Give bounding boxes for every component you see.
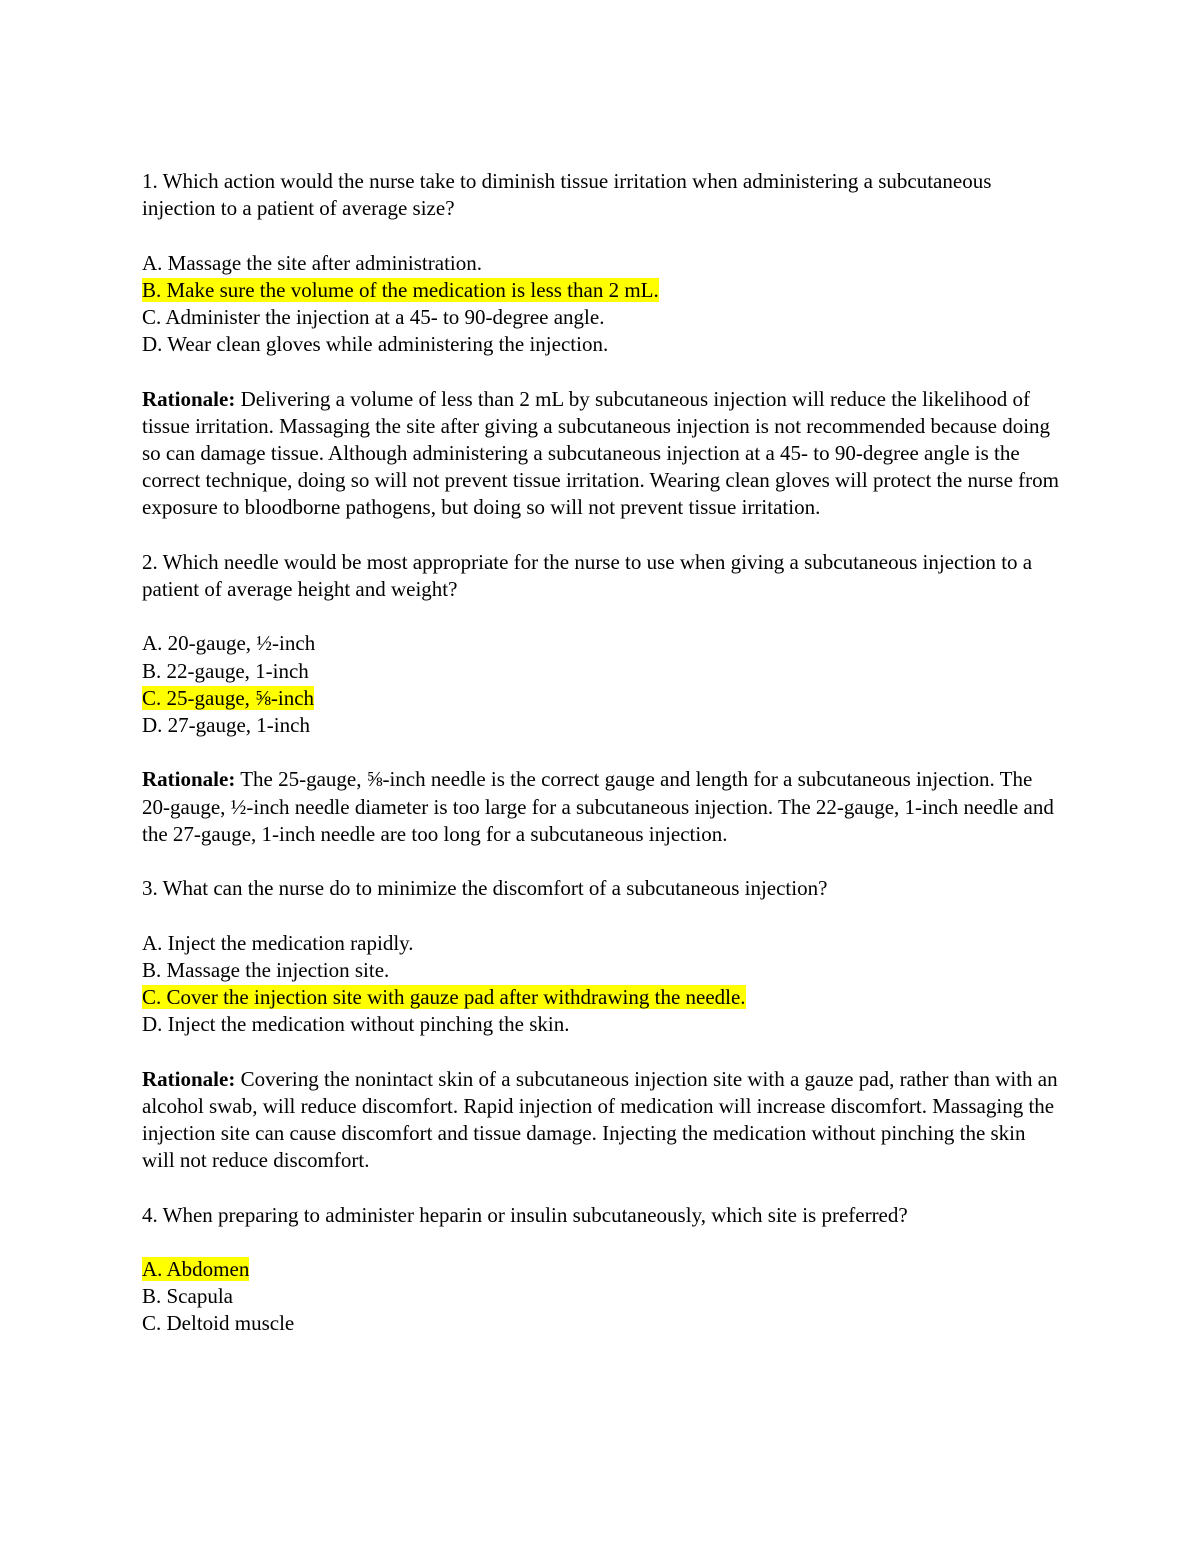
option-text: D. Inject the medication without pinching the skin. <box>142 1012 570 1037</box>
question-2-option-b <box>142 658 1062 685</box>
rationale-text: The 25-gauge, ⅝-inch needle is the correct gauge and length for a subcutaneous injection. The 20-gauge, ½-inch needle diameter is too large for a subcutaneous injection. The 22-gauge, 1-inch needle and the 27-gauge, 1-inch needle are too long for a subcutaneous injection. <box>142 767 1054 846</box>
question-2-options <box>142 630 1062 739</box>
question-4-option-b <box>142 1283 1062 1310</box>
question-1-text: 1. Which action would the nurse take to diminish tissue irritation when administering a subcutaneous injection to a patient of average size? <box>142 169 992 221</box>
question-1-option-b <box>142 277 1062 304</box>
question-1-options <box>142 250 1062 359</box>
highlighted-answer: C. Cover the injection site with gauze pad after withdrawing the needle. <box>142 984 746 1009</box>
option-text: C. Deltoid muscle <box>142 1311 295 1336</box>
question-1 <box>142 168 1062 522</box>
question-2 <box>142 549 1062 848</box>
highlighted-answer: C. 25-gauge, ⅝-inch <box>142 685 315 710</box>
option-text: C. Administer the injection at a 45- to 90-degree angle. <box>142 305 605 329</box>
question-4-text: 4. When preparing to administer heparin or insulin subcutaneously, which site is preferred? <box>142 1202 908 1227</box>
question-2-option-d <box>142 712 1062 739</box>
question-2-option-a <box>142 630 1062 657</box>
option-text: A. 20-gauge, ½-inch <box>142 631 316 656</box>
option-text: D. 27-gauge, 1-inch <box>142 713 310 737</box>
option-text: B. Massage the injection site. <box>142 957 390 982</box>
question-3-options <box>142 930 1062 1039</box>
option-text: B. 22-gauge, 1-inch <box>142 658 309 683</box>
question-1-option-a <box>142 250 1062 277</box>
question-3-option-b <box>142 957 1062 984</box>
question-3-option-a <box>142 930 1062 957</box>
question-4-option-a <box>142 1256 1062 1283</box>
rationale-label: Rationale: <box>142 767 236 792</box>
highlighted-answer: B. Make sure the volume of the medication is less than 2 mL. <box>142 277 659 302</box>
question-2-rationale <box>142 766 1062 848</box>
question-3-rationale <box>142 1066 1062 1175</box>
question-1-option-d <box>142 331 1062 358</box>
option-text: A. Inject the medication rapidly. <box>142 930 414 955</box>
option-text: B. Scapula <box>142 1284 233 1309</box>
question-3-option-d <box>142 1011 1062 1038</box>
question-2-text: 2. Which needle would be most appropriate for the nurse to use when giving a subcutaneous injection to a patient of average height and weight? <box>142 549 1033 601</box>
document-page <box>142 168 1062 1338</box>
question-1-option-c <box>142 304 1062 331</box>
rationale-label: Rationale: <box>142 386 236 411</box>
question-1-rationale <box>142 386 1062 522</box>
option-text: D. Wear clean gloves while administering the injection. <box>142 332 609 357</box>
question-3 <box>142 875 1062 1174</box>
question-4 <box>142 1202 1062 1338</box>
question-4-options <box>142 1256 1062 1338</box>
question-4-option-c <box>142 1310 1062 1337</box>
rationale-text: Delivering a volume of less than 2 mL by subcutaneous injection will reduce the likelihood of tissue irritation. Massaging the site after giving a subcutaneous injection is not recommended because doing so can damage tissue. Although administering a subcutaneous injection at a 45- to 90-degree angle is the correct technique, doing so will not prevent tissue irritation. Wearing clean gloves will protect the nurse from exposure to bloodborne pathogens, but doing so will not prevent tissue irritation. <box>142 386 1059 520</box>
highlighted-answer: A. Abdomen <box>142 1256 250 1281</box>
rationale-label: Rationale: <box>142 1066 236 1091</box>
question-3-option-c <box>142 984 1062 1011</box>
question-3-text: 3. What can the nurse do to minimize the discomfort of a subcutaneous injection? <box>142 876 828 901</box>
question-2-option-c <box>142 685 1062 712</box>
option-text: A. Massage the site after administration. <box>142 250 482 275</box>
rationale-text: Covering the nonintact skin of a subcutaneous injection site with a gauze pad, rather than with an alcohol swab, will reduce discomfort. Rapid injection of medication will increase discomfort. Massaging the injection site can cause discomfort and tissue damage. Injecting the medication without pinching the skin will not reduce discomfort. <box>142 1066 1058 1173</box>
